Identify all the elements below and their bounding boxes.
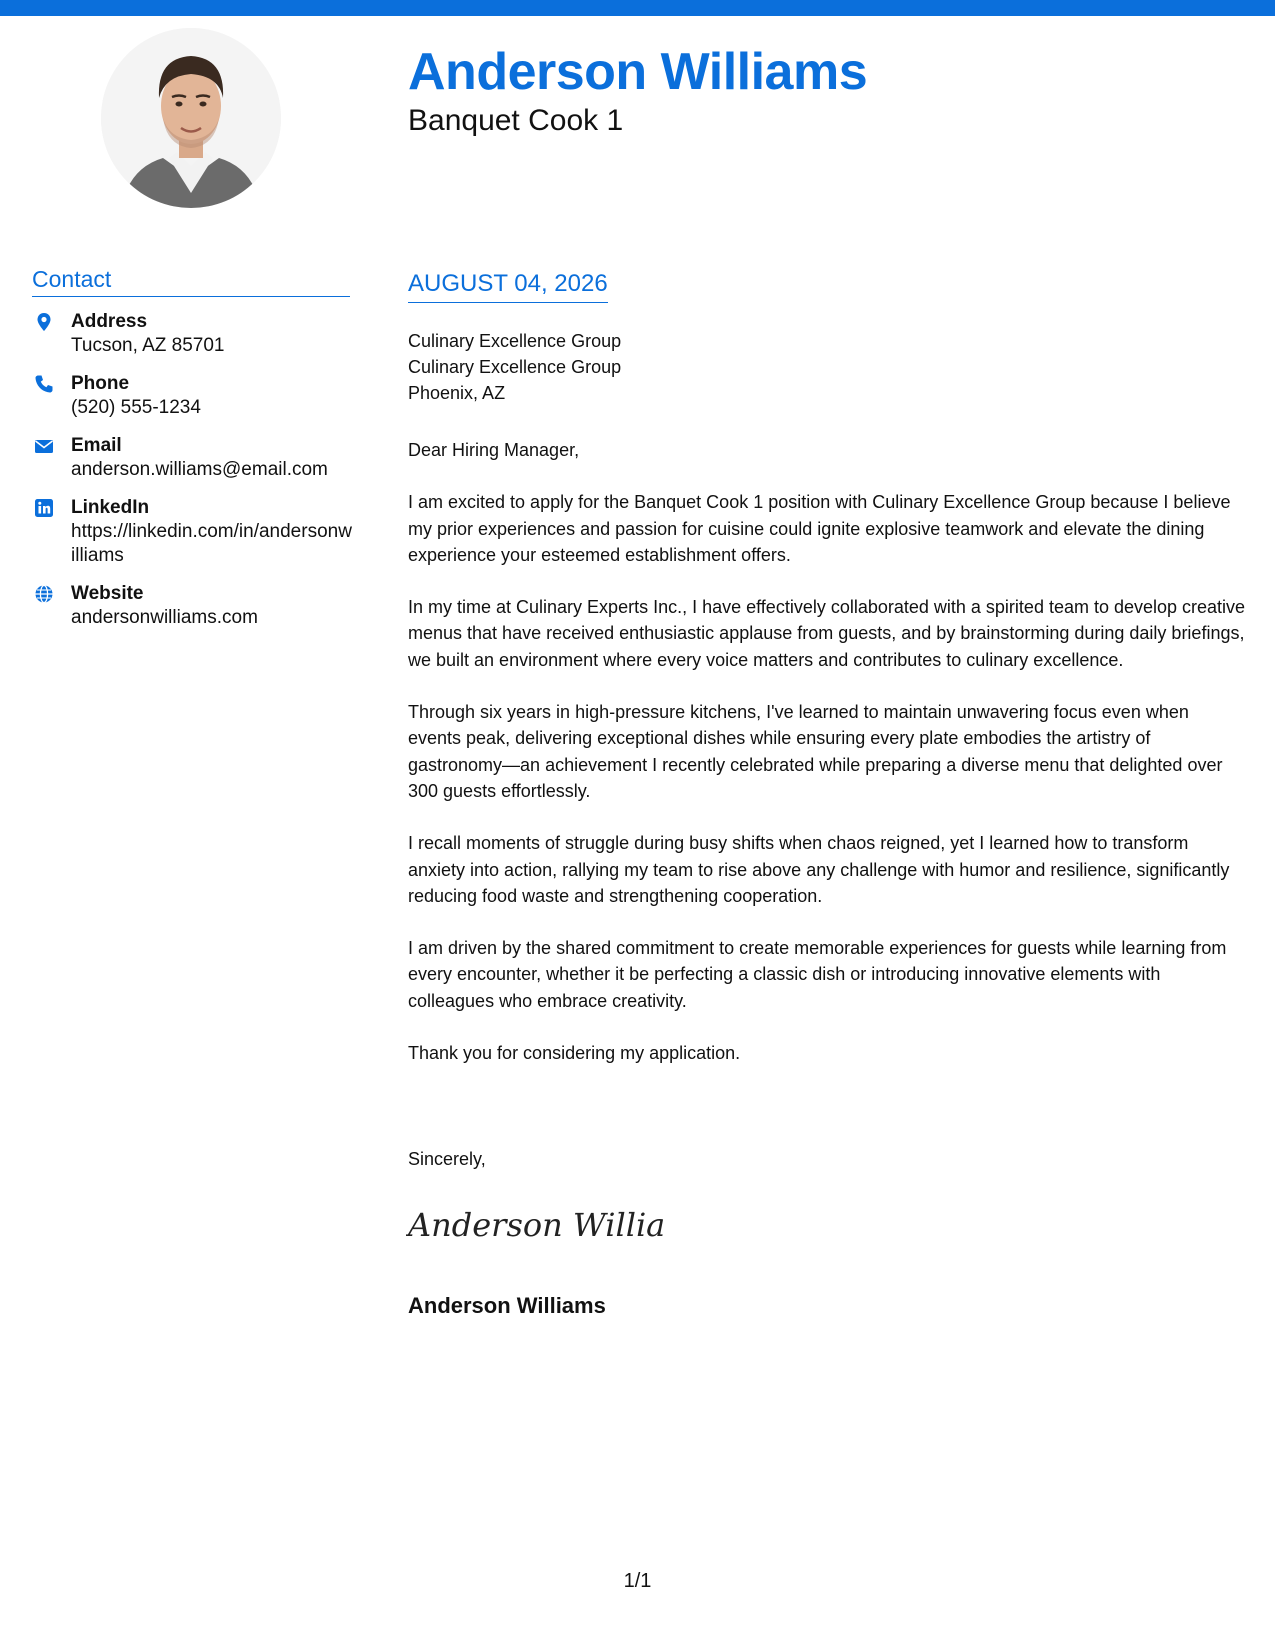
recipient-line: Culinary Excellence Group bbox=[408, 357, 622, 377]
letter-date: AUGUST 04, 2026 bbox=[408, 270, 608, 303]
letter-paragraph: In my time at Culinary Experts Inc., I have effectively collaborated with a spirited team to develop creative menus that have received enthusiastic applause from guests, and by brainstorming during daily briefings, we built an environment where every voice matters and contributes to culinary excellence. bbox=[408, 597, 1246, 670]
letter-paragraph: Thank you for considering my application. bbox=[408, 1043, 741, 1064]
contact-label: Address bbox=[71, 311, 148, 332]
contact-item-email bbox=[32, 434, 354, 482]
phone-icon bbox=[34, 374, 54, 394]
handwritten-signature bbox=[406, 1200, 676, 1252]
letter-paragraph: I am driven by the shared commitment to create memorable experiences for guests while learning from every encounter, whether it be perfecting a classic dish or introducing innovative elements with colleagues who embrace creativity. bbox=[408, 938, 1227, 1011]
contact-item-phone bbox=[32, 372, 354, 420]
letter-paragraph: I recall moments of struggle during busy shifts when chaos reigned, yet I learned how to transform anxiety into action, rallying my team to rise above any challenge with humor and resilience, significantly reducing food waste and strengthening cooperation. bbox=[408, 833, 1230, 906]
address-value: Tucson, AZ 85701 bbox=[71, 335, 225, 356]
linkedin-value[interactable]: https://linkedin.com/in/andersonwilliams bbox=[71, 521, 352, 566]
website-value[interactable]: andersonwilliams.com bbox=[71, 607, 258, 628]
location-pin-icon bbox=[34, 312, 54, 332]
contact-label: LinkedIn bbox=[71, 497, 150, 518]
contact-item-address bbox=[32, 310, 354, 358]
salutation: Dear Hiring Manager, bbox=[408, 440, 580, 460]
letter-paragraph: Through six years in high-pressure kitchens, I've learned to maintain unwavering focus even when events peak, delivering exceptional dishes while ensuring every plate embodies the artistry of gastronomy—an achievement I recently celebrated while preparing a diverse menu that delighted over 300 guests effortlessly. bbox=[408, 702, 1223, 801]
job-title: Banquet Cook 1 bbox=[408, 104, 624, 137]
letter-paragraph: I am excited to apply for the Banquet Cook 1 position with Culinary Excellence Group because I believe my prior experiences and passion for cuisine could ignite explosive teamwork and elevate the dining experience your esteemed establishment offers. bbox=[408, 492, 1231, 565]
contact-item-website bbox=[32, 582, 354, 630]
contact-heading: Contact bbox=[32, 266, 350, 297]
envelope-icon bbox=[34, 436, 54, 456]
contact-label: Email bbox=[71, 435, 122, 456]
page-number: 1/1 bbox=[623, 1570, 652, 1592]
contact-list bbox=[32, 310, 354, 644]
top-accent-bar bbox=[0, 0, 1275, 16]
profile-photo bbox=[101, 28, 281, 208]
linkedin-icon bbox=[34, 498, 54, 518]
closing: Sincerely, bbox=[408, 1149, 486, 1169]
email-value[interactable]: anderson.williams@email.com bbox=[71, 459, 328, 480]
recipient-line: Phoenix, AZ bbox=[408, 383, 506, 403]
contact-item-linkedin bbox=[32, 496, 354, 568]
globe-icon bbox=[34, 584, 54, 604]
recipient-line: Culinary Excellence Group bbox=[408, 331, 622, 351]
signer-name: Anderson Williams bbox=[408, 1293, 606, 1318]
contact-label: Website bbox=[71, 583, 144, 604]
recipient-block bbox=[408, 328, 621, 406]
contact-label: Phone bbox=[71, 373, 130, 394]
letter-body bbox=[408, 437, 1246, 1092]
signature-glyphs: Anderson Willia bbox=[408, 1206, 666, 1244]
phone-value[interactable]: (520) 555-1234 bbox=[71, 397, 201, 418]
candidate-name: Anderson Williams bbox=[408, 43, 868, 101]
